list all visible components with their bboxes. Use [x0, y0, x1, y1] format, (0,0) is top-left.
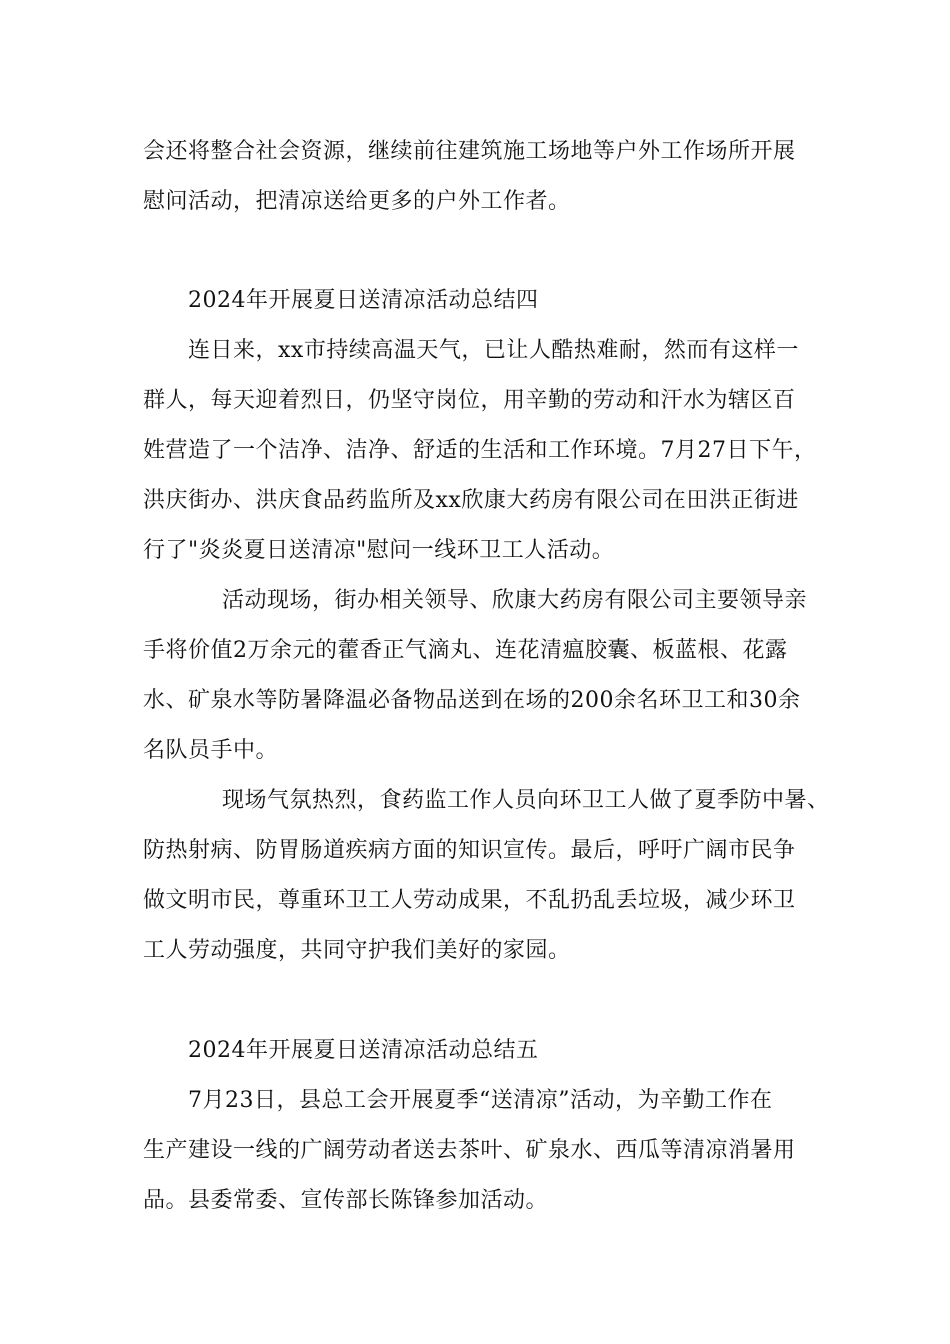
paragraph-line: 品。县委常委、宣传部长陈锋参加活动。: [143, 1188, 549, 1213]
paragraph-line: 群人，每天迎着烈日，仍坚守岗位，用辛勤的劳动和汗水为辖区百: [143, 388, 796, 413]
paragraph-line: 会还将整合社会资源，继续前往建筑施工场地等户外工作场所开展: [143, 139, 796, 164]
paragraph-line: 工人劳动强度，共同守护我们美好的家园。: [143, 938, 571, 963]
paragraph-line: 现场气氛热烈，食药监工作人员向环卫工人做了夏季防中暑、: [222, 788, 830, 813]
paragraph-line: 做文明市民，尊重环卫工人劳动成果，不乱扔乱丢垃圾，减少环卫: [143, 888, 796, 913]
paragraph-line: 7月23日，县总工会开展夏季“送清凉”活动，为辛勤工作在: [188, 1088, 773, 1113]
paragraph-line: 水、矿泉水等防暑降温必备物品送到在场的200余名环卫工和30余: [143, 688, 801, 713]
paragraph-line: 活动现场，街办相关领导、欣康大药房有限公司主要领导亲: [222, 588, 808, 613]
section-heading: 2024年开展夏日送清凉活动总结五: [188, 1038, 539, 1063]
paragraph-line: 连日来，xx市持续高温天气，已让人酷热难耐，然而有这样一: [188, 338, 799, 363]
paragraph-line: 生产建设一线的广阔劳动者送去茶叶、矿泉水、西瓜等清凉消暑用: [143, 1138, 796, 1163]
section-heading: 2024年开展夏日送清凉活动总结四: [188, 288, 539, 313]
paragraph-line: 行了"炎炎夏日送清凉"慰问一线环卫工人活动。: [143, 538, 615, 563]
paragraph-line: 姓营造了一个洁净、洁净、舒适的生活和工作环境。7月27日下午，: [143, 438, 817, 463]
paragraph-line: 洪庆街办、洪庆食品药监所及xx欣康大药房有限公司在田洪正街进: [143, 488, 799, 513]
paragraph-line: 慰问活动，把清凉送给更多的户外工作者。: [143, 189, 571, 214]
paragraph-line: 手将价值2万余元的藿香正气滴丸、连花清瘟胶囊、板蓝根、花露: [143, 638, 788, 663]
paragraph-line: 名队员手中。: [143, 738, 279, 763]
paragraph-line: 防热射病、防胃肠道疾病方面的知识宣传。最后，呼吁广阔市民争: [143, 838, 796, 863]
